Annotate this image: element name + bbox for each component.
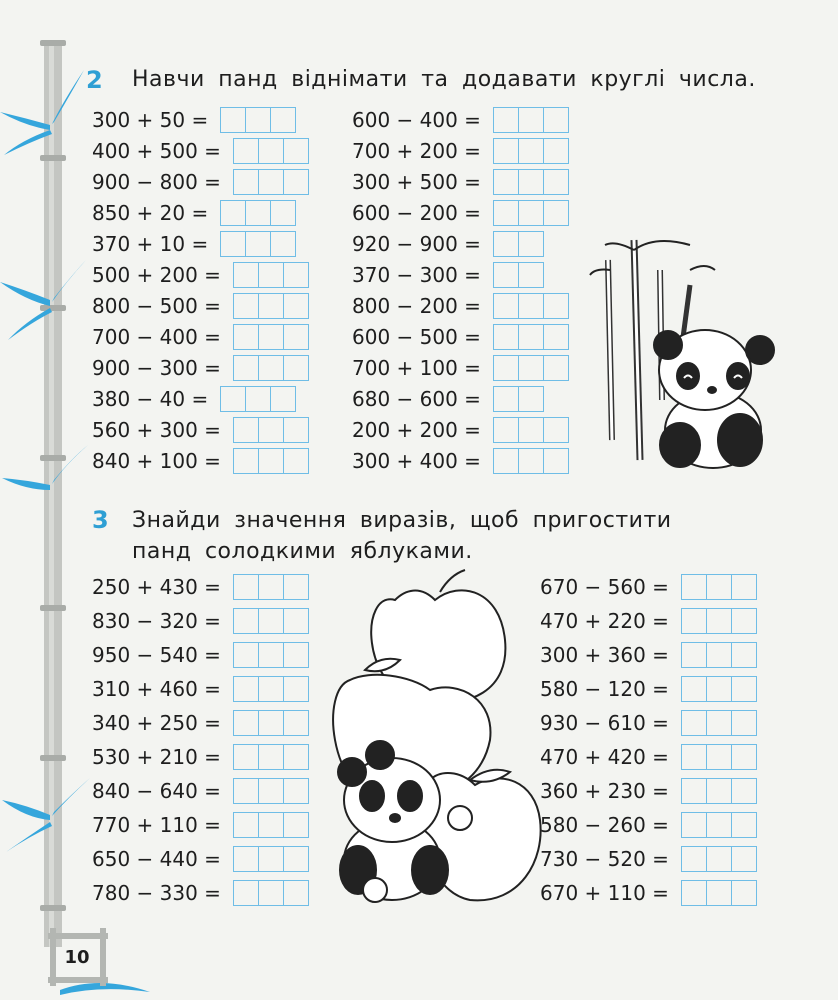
exercise-row: [540, 876, 757, 910]
answer-digit-cell[interactable]: [494, 232, 519, 256]
exercise-row: [540, 842, 757, 876]
answer-boxes[interactable]: [681, 880, 757, 906]
answer-digit-cell[interactable]: [544, 294, 568, 318]
answer-digit-cell[interactable]: [707, 745, 732, 769]
answer-digit-cell[interactable]: [732, 745, 756, 769]
exercise-row: [352, 290, 569, 321]
answer-digit-cell[interactable]: [707, 881, 732, 905]
answer-boxes[interactable]: [233, 812, 309, 838]
answer-digit-cell[interactable]: [259, 779, 284, 803]
exercise-expression: 950 − 540 =: [92, 643, 221, 667]
answer-digit-cell[interactable]: [732, 609, 756, 633]
answer-digit-cell[interactable]: [284, 745, 308, 769]
answer-digit-cell[interactable]: [732, 575, 756, 599]
exercise-row: [92, 383, 309, 414]
answer-digit-cell[interactable]: [221, 201, 246, 225]
exercise-row: [92, 352, 309, 383]
exercise-row: [92, 706, 309, 740]
task-3-left-column: [92, 570, 309, 910]
answer-digit-cell[interactable]: [259, 813, 284, 837]
answer-digit-cell[interactable]: [259, 418, 284, 442]
answer-digit-cell[interactable]: [494, 418, 519, 442]
answer-digit-cell[interactable]: [707, 575, 732, 599]
answer-digit-cell[interactable]: [682, 677, 707, 701]
exercise-row: [352, 383, 569, 414]
answer-digit-cell[interactable]: [271, 108, 295, 132]
answer-digit-cell[interactable]: [284, 294, 308, 318]
answer-digit-cell[interactable]: [544, 201, 568, 225]
exercise-expression: 470 + 220 =: [540, 609, 669, 633]
answer-digit-cell[interactable]: [271, 201, 295, 225]
answer-boxes[interactable]: [493, 355, 569, 381]
answer-boxes[interactable]: [493, 107, 569, 133]
apple: [363, 878, 387, 902]
answer-digit-cell[interactable]: [544, 325, 568, 349]
answer-boxes[interactable]: [233, 417, 309, 443]
answer-digit-cell[interactable]: [494, 325, 519, 349]
answer-boxes[interactable]: [493, 262, 544, 288]
answer-digit-cell[interactable]: [259, 609, 284, 633]
answer-digit-cell[interactable]: [519, 263, 543, 287]
answer-boxes[interactable]: [681, 812, 757, 838]
answer-digit-cell[interactable]: [707, 643, 732, 667]
answer-digit-cell[interactable]: [234, 170, 259, 194]
exercise-row: [540, 570, 757, 604]
exercise-row: [92, 842, 309, 876]
answer-digit-cell[interactable]: [259, 745, 284, 769]
answer-digit-cell[interactable]: [284, 325, 308, 349]
task-3-instruction-line-2: панд солодкими яблуками.: [132, 539, 473, 564]
answer-digit-cell[interactable]: [284, 609, 308, 633]
answer-boxes[interactable]: [493, 293, 569, 319]
answer-boxes[interactable]: [233, 846, 309, 872]
exercise-expression: 670 + 110 =: [540, 881, 669, 905]
answer-digit-cell[interactable]: [682, 711, 707, 735]
answer-digit-cell[interactable]: [544, 418, 568, 442]
exercise-row: [352, 414, 569, 445]
exercise-expression: 530 + 210 =: [92, 745, 221, 769]
exercise-expression: 900 − 300 =: [92, 355, 221, 380]
answer-digit-cell[interactable]: [519, 418, 544, 442]
exercise-expression: 580 − 120 =: [540, 677, 669, 701]
exercise-expression: 400 + 500 =: [92, 138, 221, 163]
answer-digit-cell[interactable]: [259, 711, 284, 735]
answer-digit-cell[interactable]: [284, 263, 308, 287]
answer-boxes[interactable]: [233, 642, 309, 668]
exercise-row: [352, 104, 569, 135]
page-number: 10: [64, 947, 90, 968]
exercise-expression: 800 − 200 =: [352, 293, 481, 318]
answer-digit-cell[interactable]: [259, 847, 284, 871]
answer-digit-cell[interactable]: [519, 294, 544, 318]
exercise-row: [540, 808, 757, 842]
task-2-left-column: [92, 104, 309, 476]
answer-digit-cell[interactable]: [682, 643, 707, 667]
exercise-expression: 650 − 440 =: [92, 847, 221, 871]
exercise-expression: 470 + 420 =: [540, 745, 669, 769]
answer-digit-cell[interactable]: [519, 108, 544, 132]
task-3-number: 3: [92, 506, 109, 534]
answer-boxes[interactable]: [681, 642, 757, 668]
answer-digit-cell[interactable]: [732, 643, 756, 667]
exercise-expression: 370 + 10 =: [92, 231, 209, 256]
answer-digit-cell[interactable]: [682, 575, 707, 599]
answer-digit-cell[interactable]: [494, 356, 519, 380]
answer-digit-cell[interactable]: [234, 449, 259, 473]
answer-boxes[interactable]: [681, 676, 757, 702]
exercise-expression: 370 − 300 =: [352, 262, 481, 287]
exercise-expression: 700 + 200 =: [352, 138, 481, 163]
exercise-row: [92, 135, 309, 166]
exercise-row: [92, 228, 309, 259]
answer-digit-cell[interactable]: [732, 711, 756, 735]
answer-digit-cell[interactable]: [284, 847, 308, 871]
answer-digit-cell[interactable]: [284, 881, 308, 905]
exercise-expression: 680 − 600 =: [352, 386, 481, 411]
task-2-right-column: [352, 104, 569, 476]
exercise-row: [92, 808, 309, 842]
exercise-expression: 770 + 110 =: [92, 813, 221, 837]
exercise-expression: 780 − 330 =: [92, 881, 221, 905]
task-3-instruction-line-1: Знайди значення виразів, щоб пригостити: [132, 508, 672, 533]
exercise-row: [92, 197, 309, 228]
answer-boxes[interactable]: [493, 138, 569, 164]
answer-digit-cell[interactable]: [494, 108, 519, 132]
answer-digit-cell[interactable]: [234, 263, 259, 287]
answer-boxes[interactable]: [233, 608, 309, 634]
exercise-expression: 560 + 300 =: [92, 417, 221, 442]
answer-digit-cell[interactable]: [494, 139, 519, 163]
answer-boxes[interactable]: [233, 293, 309, 319]
answer-digit-cell[interactable]: [259, 356, 284, 380]
answer-digit-cell[interactable]: [732, 779, 756, 803]
exercise-row: [92, 604, 309, 638]
exercise-expression: 580 − 260 =: [540, 813, 669, 837]
answer-digit-cell[interactable]: [707, 677, 732, 701]
answer-digit-cell[interactable]: [246, 108, 271, 132]
answer-boxes[interactable]: [233, 676, 309, 702]
answer-digit-cell[interactable]: [246, 387, 271, 411]
answer-digit-cell[interactable]: [284, 711, 308, 735]
answer-digit-cell[interactable]: [234, 677, 259, 701]
answer-digit-cell[interactable]: [234, 294, 259, 318]
answer-digit-cell[interactable]: [544, 108, 568, 132]
answer-digit-cell[interactable]: [682, 881, 707, 905]
exercise-row: [352, 135, 569, 166]
exercise-row: [352, 228, 569, 259]
exercise-row: [92, 876, 309, 910]
answer-digit-cell[interactable]: [234, 356, 259, 380]
task-2-number: 2: [86, 66, 103, 94]
answer-digit-cell[interactable]: [544, 170, 568, 194]
exercise-row: [92, 570, 309, 604]
exercise-row: [352, 197, 569, 228]
answer-digit-cell[interactable]: [707, 813, 732, 837]
task-3-right-column: [540, 570, 757, 910]
answer-digit-cell[interactable]: [544, 449, 568, 473]
exercise-expression: 900 − 800 =: [92, 169, 221, 194]
exercise-expression: 300 + 50 =: [92, 107, 209, 132]
answer-digit-cell[interactable]: [234, 643, 259, 667]
answer-digit-cell[interactable]: [284, 779, 308, 803]
exercise-expression: 830 − 320 =: [92, 609, 221, 633]
answer-digit-cell[interactable]: [519, 170, 544, 194]
exercise-expression: 840 + 100 =: [92, 448, 221, 473]
exercise-row: [352, 352, 569, 383]
answer-digit-cell[interactable]: [284, 356, 308, 380]
answer-boxes[interactable]: [233, 169, 309, 195]
answer-digit-cell[interactable]: [259, 325, 284, 349]
answer-boxes[interactable]: [493, 417, 569, 443]
answer-boxes[interactable]: [233, 574, 309, 600]
answer-digit-cell[interactable]: [284, 643, 308, 667]
exercise-expression: 920 − 900 =: [352, 231, 481, 256]
exercise-row: [92, 414, 309, 445]
answer-digit-cell[interactable]: [519, 232, 543, 256]
answer-boxes[interactable]: [233, 138, 309, 164]
exercise-expression: 700 − 400 =: [92, 324, 221, 349]
answer-boxes[interactable]: [493, 386, 544, 412]
exercise-expression: 670 − 560 =: [540, 575, 669, 599]
answer-digit-cell[interactable]: [234, 575, 259, 599]
answer-digit-cell[interactable]: [707, 779, 732, 803]
exercise-row: [92, 774, 309, 808]
exercise-row: [92, 166, 309, 197]
exercise-row: [540, 604, 757, 638]
answer-digit-cell[interactable]: [519, 201, 544, 225]
exercise-row: [92, 104, 309, 135]
answer-boxes[interactable]: [681, 846, 757, 872]
answer-digit-cell[interactable]: [682, 779, 707, 803]
answer-digit-cell[interactable]: [284, 449, 308, 473]
exercise-expression: 600 − 400 =: [352, 107, 481, 132]
answer-digit-cell[interactable]: [682, 745, 707, 769]
answer-digit-cell[interactable]: [234, 711, 259, 735]
answer-boxes[interactable]: [681, 744, 757, 770]
exercise-expression: 800 − 500 =: [92, 293, 221, 318]
answer-digit-cell[interactable]: [494, 201, 519, 225]
answer-digit-cell[interactable]: [682, 609, 707, 633]
answer-boxes[interactable]: [681, 608, 757, 634]
answer-digit-cell[interactable]: [221, 108, 246, 132]
task-2-instruction: Навчи панд віднімати та додавати круглі числа.: [132, 67, 756, 92]
answer-digit-cell[interactable]: [259, 575, 284, 599]
exercise-row: [92, 638, 309, 672]
answer-digit-cell[interactable]: [494, 449, 519, 473]
exercise-expression: 340 + 250 =: [92, 711, 221, 735]
exercise-expression: 380 − 40 =: [92, 386, 209, 411]
answer-boxes[interactable]: [220, 200, 296, 226]
answer-digit-cell[interactable]: [246, 201, 271, 225]
exercise-row: [540, 706, 757, 740]
answer-digit-cell[interactable]: [519, 356, 544, 380]
answer-digit-cell[interactable]: [259, 643, 284, 667]
exercise-row: [352, 259, 569, 290]
answer-digit-cell[interactable]: [259, 881, 284, 905]
answer-digit-cell[interactable]: [259, 677, 284, 701]
exercise-row: [92, 740, 309, 774]
answer-boxes[interactable]: [493, 231, 544, 257]
answer-boxes[interactable]: [233, 448, 309, 474]
answer-digit-cell[interactable]: [732, 847, 756, 871]
answer-digit-cell[interactable]: [707, 847, 732, 871]
exercise-row: [540, 672, 757, 706]
exercise-expression: 200 + 200 =: [352, 417, 481, 442]
exercise-expression: 310 + 460 =: [92, 677, 221, 701]
answer-boxes[interactable]: [493, 448, 569, 474]
answer-boxes[interactable]: [233, 778, 309, 804]
answer-digit-cell[interactable]: [271, 232, 295, 256]
answer-digit-cell[interactable]: [519, 387, 543, 411]
exercise-expression: 600 − 500 =: [352, 324, 481, 349]
answer-boxes[interactable]: [233, 262, 309, 288]
answer-digit-cell[interactable]: [234, 418, 259, 442]
answer-boxes[interactable]: [233, 355, 309, 381]
answer-boxes[interactable]: [233, 880, 309, 906]
panda-with-apples: [333, 570, 541, 902]
exercise-expression: 300 + 360 =: [540, 643, 669, 667]
exercise-expression: 300 + 400 =: [352, 448, 481, 473]
answer-digit-cell[interactable]: [234, 881, 259, 905]
answer-digit-cell[interactable]: [234, 609, 259, 633]
answer-digit-cell[interactable]: [259, 263, 284, 287]
exercise-expression: 300 + 500 =: [352, 169, 481, 194]
answer-digit-cell[interactable]: [544, 139, 568, 163]
answer-boxes[interactable]: [681, 778, 757, 804]
answer-boxes[interactable]: [233, 710, 309, 736]
apple: [448, 806, 472, 830]
exercise-expression: 850 + 20 =: [92, 200, 209, 225]
answer-boxes[interactable]: [220, 231, 296, 257]
exercise-expression: 930 − 610 =: [540, 711, 669, 735]
answer-digit-cell[interactable]: [544, 356, 568, 380]
answer-digit-cell[interactable]: [284, 813, 308, 837]
exercise-row: [540, 774, 757, 808]
exercise-row: [352, 321, 569, 352]
answer-digit-cell[interactable]: [284, 139, 308, 163]
answer-digit-cell[interactable]: [221, 387, 246, 411]
answer-boxes[interactable]: [493, 200, 569, 226]
exercise-expression: 840 − 640 =: [92, 779, 221, 803]
answer-digit-cell[interactable]: [234, 813, 259, 837]
answer-digit-cell[interactable]: [494, 170, 519, 194]
answer-digit-cell[interactable]: [707, 711, 732, 735]
answer-boxes[interactable]: [493, 169, 569, 195]
exercise-expression: 700 + 100 =: [352, 355, 481, 380]
answer-digit-cell[interactable]: [259, 294, 284, 318]
answer-digit-cell[interactable]: [732, 881, 756, 905]
answer-boxes[interactable]: [681, 574, 757, 600]
exercise-row: [352, 166, 569, 197]
answer-digit-cell[interactable]: [494, 263, 519, 287]
exercise-row: [92, 290, 309, 321]
answer-digit-cell[interactable]: [221, 232, 246, 256]
answer-digit-cell[interactable]: [234, 325, 259, 349]
exercise-row: [92, 445, 309, 476]
answer-digit-cell[interactable]: [259, 449, 284, 473]
answer-digit-cell[interactable]: [246, 232, 271, 256]
exercise-row: [92, 672, 309, 706]
answer-digit-cell[interactable]: [234, 139, 259, 163]
answer-digit-cell[interactable]: [707, 609, 732, 633]
answer-digit-cell[interactable]: [732, 677, 756, 701]
answer-digit-cell[interactable]: [284, 418, 308, 442]
exercise-expression: 250 + 430 =: [92, 575, 221, 599]
answer-digit-cell[interactable]: [259, 170, 284, 194]
answer-digit-cell[interactable]: [519, 325, 544, 349]
exercise-row: [540, 740, 757, 774]
answer-digit-cell[interactable]: [732, 813, 756, 837]
answer-digit-cell[interactable]: [284, 170, 308, 194]
answer-digit-cell[interactable]: [519, 139, 544, 163]
answer-boxes[interactable]: [233, 744, 309, 770]
answer-digit-cell[interactable]: [519, 449, 544, 473]
answer-boxes[interactable]: [493, 324, 569, 350]
answer-digit-cell[interactable]: [494, 387, 519, 411]
answer-digit-cell[interactable]: [234, 779, 259, 803]
exercise-expression: 600 − 200 =: [352, 200, 481, 225]
answer-digit-cell[interactable]: [682, 847, 707, 871]
exercise-expression: 500 + 200 =: [92, 262, 221, 287]
answer-boxes[interactable]: [681, 710, 757, 736]
exercise-row: [352, 445, 569, 476]
answer-boxes[interactable]: [220, 386, 296, 412]
answer-digit-cell[interactable]: [234, 847, 259, 871]
exercise-expression: 360 + 230 =: [540, 779, 669, 803]
answer-boxes[interactable]: [220, 107, 296, 133]
answer-digit-cell[interactable]: [284, 575, 308, 599]
answer-digit-cell[interactable]: [682, 813, 707, 837]
answer-digit-cell[interactable]: [271, 387, 295, 411]
exercise-row: [92, 259, 309, 290]
exercise-row: [540, 638, 757, 672]
exercise-row: [92, 321, 309, 352]
panda-with-bamboo: [590, 240, 774, 468]
answer-boxes[interactable]: [233, 324, 309, 350]
answer-digit-cell[interactable]: [234, 745, 259, 769]
answer-digit-cell[interactable]: [284, 677, 308, 701]
answer-digit-cell[interactable]: [259, 139, 284, 163]
exercise-expression: 730 − 520 =: [540, 847, 669, 871]
answer-digit-cell[interactable]: [494, 294, 519, 318]
